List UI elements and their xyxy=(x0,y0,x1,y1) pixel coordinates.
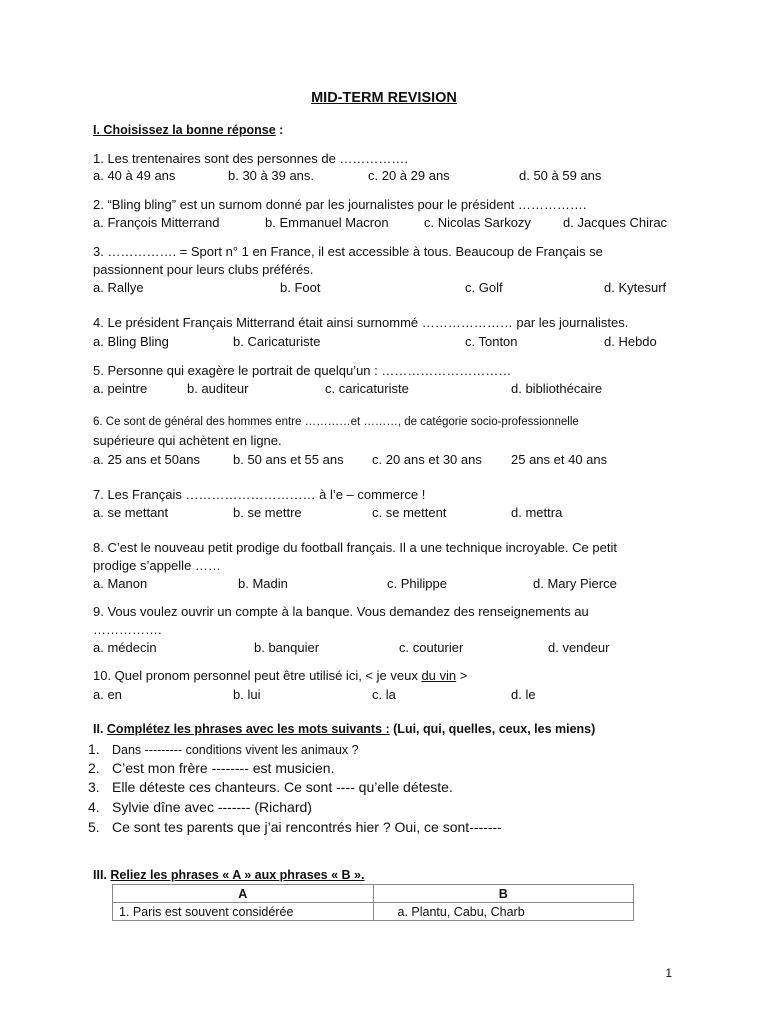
question-2-option-d: d. Jacques Chirac xyxy=(563,215,668,230)
fill-item-1-text: Dans --------- conditions vivent les animaux ? xyxy=(112,743,359,757)
section-2-word-list: (Lui, qui, quelles, ceux, les miens) xyxy=(389,722,596,736)
question-4-option-c: c. Tonton xyxy=(465,334,518,349)
table-row xyxy=(113,903,634,921)
question-10-option-a: a. en xyxy=(93,687,122,702)
question-4-option-b: b. Caricaturiste xyxy=(233,334,321,349)
section-2-prefix: II. xyxy=(93,722,107,736)
fill-item-2-number: 2. xyxy=(88,760,100,776)
question-10-text-start: 10. Quel pronom personnel peut être utilisé ici, < je veux xyxy=(93,668,422,683)
section-3-heading xyxy=(93,868,364,882)
question-6-text-line-2: supérieure qui achètent en ligne. xyxy=(93,433,282,448)
question-5-option-d: d. bibliothécaire xyxy=(511,381,603,396)
question-10-underlined: du vin xyxy=(421,668,457,683)
fill-item-1 xyxy=(88,741,359,757)
question-4-option-d: d. Hebdo xyxy=(604,334,657,349)
question-9-text-line-2: ……………. xyxy=(93,622,162,637)
fill-item-5-number: 5. xyxy=(88,819,100,835)
question-9-option-b: b. banquier xyxy=(254,640,320,655)
column-b-header: B xyxy=(373,885,634,903)
question-3-option-a: a. Rallye xyxy=(93,280,144,295)
fill-item-3-number: 3. xyxy=(88,779,100,795)
question-7-text: 7. Les Français ………………………… à l’e – commerce ! xyxy=(93,487,426,502)
question-3-option-c: c. Golf xyxy=(465,280,503,295)
question-8-option-d: d. Mary Pierce xyxy=(533,576,617,591)
question-5-text: 5. Personne qui exagère le portrait de quelqu’un : ………………………… xyxy=(93,363,512,378)
question-1-option-c: c. 20 à 29 ans xyxy=(368,168,450,183)
fill-item-4 xyxy=(88,799,312,815)
fill-item-3 xyxy=(88,779,453,795)
question-8-text-line-2: prodige s’appelle …… xyxy=(93,558,221,573)
row-1-col-a: 1. Paris est souvent considérée xyxy=(113,903,374,921)
section-2-heading xyxy=(93,722,595,736)
page-title: MID-TERM REVISION xyxy=(311,90,457,106)
fill-item-4-text: Sylvie dîne avec ------- (Richard) xyxy=(112,799,312,815)
question-7-option-b: b. se mettre xyxy=(233,505,302,520)
question-10-text xyxy=(93,668,467,683)
fill-item-2-text: C’est mon frère -------- est musicien. xyxy=(112,760,335,776)
question-8-text: 8. C’est le nouveau petit prodige du football français. Il a une technique incroyable. Ce petit xyxy=(93,540,617,555)
section-3-heading-text: Reliez les phrases « A » aux phrases « B ». xyxy=(110,868,365,882)
fill-item-4-number: 4. xyxy=(88,799,100,815)
question-7-option-d: d. mettra xyxy=(511,505,563,520)
question-3-text: 3. ……………. = Sport n° 1 en France, il est accessible à tous. Beaucoup de Français se xyxy=(93,244,603,259)
fill-item-5 xyxy=(88,819,502,835)
question-9-option-c: c. couturier xyxy=(399,640,464,655)
question-9-text: 9. Vous voulez ouvrir un compte à la banque. Vous demandez des renseignements au xyxy=(93,604,589,619)
section-1-heading xyxy=(93,123,283,137)
question-10-option-d: d. le xyxy=(511,687,536,702)
row-1-col-b: a. Plantu, Cabu, Charb xyxy=(373,903,634,921)
question-7-option-a: a. se mettant xyxy=(93,505,169,520)
question-1-option-b: b. 30 à 39 ans. xyxy=(228,168,315,183)
question-6-option-d: 25 ans et 40 ans xyxy=(511,452,608,467)
question-2-option-a: a. François Mitterrand xyxy=(93,215,220,230)
question-5-option-c: c. caricaturiste xyxy=(325,381,409,396)
question-6-option-c: c. 20 ans et 30 ans xyxy=(372,452,482,467)
question-9-option-d: d. vendeur xyxy=(548,640,610,655)
question-6-option-b: b. 50 ans et 55 ans xyxy=(233,452,344,467)
section-3-prefix: III. xyxy=(93,868,111,882)
question-6-text: 6. Ce sont de général des hommes entre …………et ………, de catégorie socio-professionnelle xyxy=(93,416,579,428)
question-2-option-b: b. Emmanuel Macron xyxy=(265,215,389,230)
question-8-option-c: c. Philippe xyxy=(387,576,447,591)
question-9-option-a: a. médecin xyxy=(93,640,157,655)
question-6-option-a: a. 25 ans et 50ans xyxy=(93,452,200,467)
question-10-text-end: > xyxy=(456,668,468,683)
fill-item-1-number: 1. xyxy=(88,741,100,757)
fill-item-3-text: Elle déteste ces chanteurs. Ce sont ---- qu’elle déteste. xyxy=(112,779,453,795)
question-3-text-line-2: passionnent pour leurs clubs préférés. xyxy=(93,262,314,277)
page-number: 1 xyxy=(665,966,672,980)
question-5-option-a: a. peintre xyxy=(93,381,148,396)
question-3-option-d: d. Kytesurf xyxy=(604,280,667,295)
question-1-option-d: d. 50 à 59 ans xyxy=(519,168,602,183)
question-1-text: 1. Les trentenaires sont des personnes de ……………. xyxy=(93,151,409,166)
question-2-text: 2. “Bling bling” est un surnom donné par les journalistes pour le président ……………. xyxy=(93,197,587,212)
question-8-option-b: b. Madin xyxy=(238,576,288,591)
question-4-text: 4. Le président Français Mitterrand était ainsi surnommé ………………… par les journalistes. xyxy=(93,315,629,330)
question-10-option-b: b. lui xyxy=(233,687,261,702)
section-1-heading-text: I. Choisissez la bonne réponse xyxy=(93,123,276,137)
question-10-option-c: c. la xyxy=(372,687,396,702)
question-7-option-c: c. se mettent xyxy=(372,505,447,520)
question-1-option-a: a. 40 à 49 ans xyxy=(93,168,176,183)
question-8-option-a: a. Manon xyxy=(93,576,148,591)
table-header-row xyxy=(113,885,634,903)
section-2-heading-text: Complétez les phrases avec les mots suivants : xyxy=(106,722,390,736)
fill-item-2 xyxy=(88,760,334,776)
question-3-option-b: b. Foot xyxy=(280,280,321,295)
section-1-heading-suffix: : xyxy=(275,123,284,137)
question-5-option-b: b. auditeur xyxy=(187,381,249,396)
question-2-option-c: c. Nicolas Sarkozy xyxy=(424,215,531,230)
fill-item-5-text: Ce sont tes parents que j’ai rencontrés hier ? Oui, ce sont------- xyxy=(112,819,502,835)
column-a-header: A xyxy=(113,885,374,903)
matching-table xyxy=(112,884,634,921)
question-4-option-a: a. Bling Bling xyxy=(93,334,169,349)
